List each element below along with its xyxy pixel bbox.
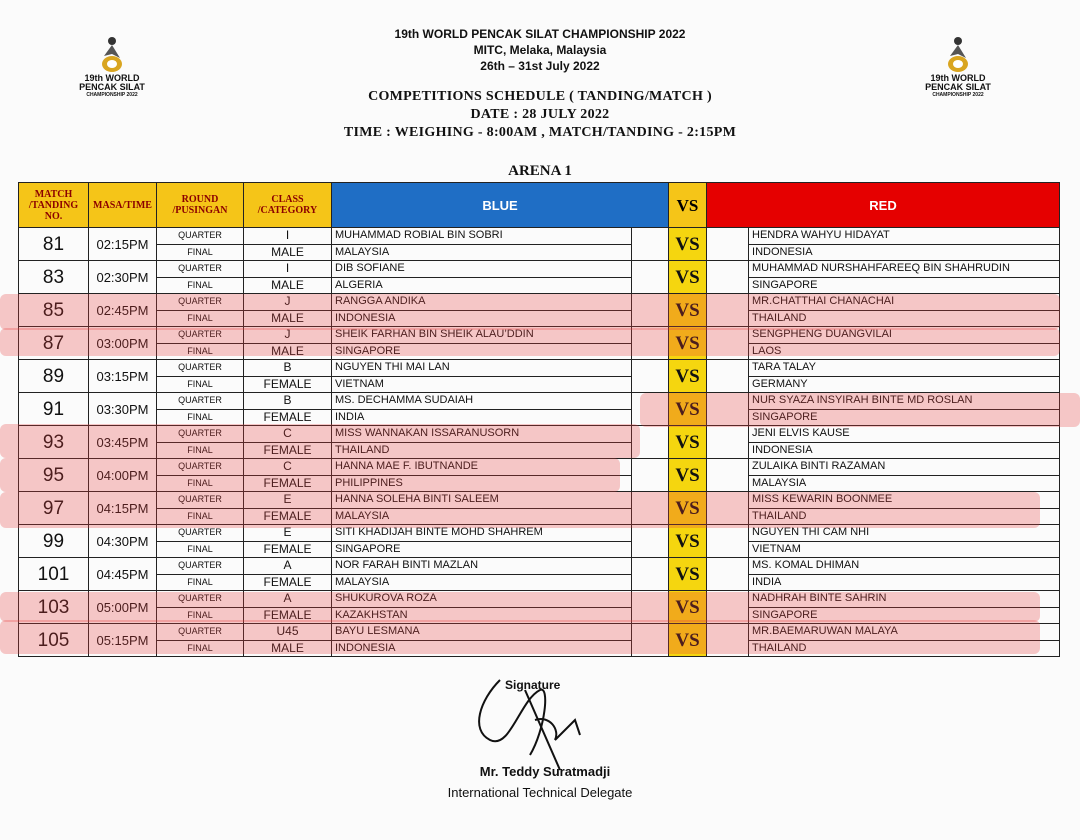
logo-text-bottom: PENCAK SILAT xyxy=(925,82,991,92)
red-country: INDONESIA xyxy=(749,244,1060,261)
blue-athlete-name: HANNA SOLEHA BINTI SALEEM xyxy=(332,492,632,509)
red-country: SINGAPORE xyxy=(749,409,1060,426)
red-spacer xyxy=(707,558,749,591)
round-label: QUARTER xyxy=(157,492,244,509)
red-spacer xyxy=(707,261,749,294)
round-label: QUARTER xyxy=(157,558,244,575)
class-label: A xyxy=(244,558,332,575)
blue-country: VIETNAM xyxy=(332,376,632,393)
blue-country: MALAYSIA xyxy=(332,244,632,261)
logo-text-small: CHAMPIONSHIP 2022 xyxy=(932,92,984,98)
col-match: MATCH /TANDING NO. xyxy=(19,183,89,228)
red-athlete-name: MR.CHATTHAI CHANACHAI xyxy=(749,294,1060,311)
col-red: RED xyxy=(707,183,1060,228)
schedule-title: COMPETITIONS SCHEDULE ( TANDING/MATCH ) xyxy=(368,89,712,104)
signature-name: Mr. Teddy Suratmadji xyxy=(479,764,611,779)
round-label: FINAL xyxy=(157,244,244,261)
class-label: C xyxy=(244,426,332,443)
match-number: 103 xyxy=(19,591,89,624)
table-row xyxy=(19,261,1060,278)
blue-country: INDONESIA xyxy=(332,310,632,327)
red-athlete-name: MUHAMMAD NURSHAHFAREEQ BIN SHAHRUDIN xyxy=(749,261,1060,278)
gender-label: FEMALE xyxy=(244,508,332,525)
col-round: ROUND /PUSINGAN xyxy=(157,183,244,228)
gender-label: FEMALE xyxy=(244,409,332,426)
gender-label: MALE xyxy=(244,277,332,294)
red-country: MALAYSIA xyxy=(749,475,1060,492)
match-time: 02:45PM xyxy=(89,294,157,327)
red-country: SINGAPORE xyxy=(749,277,1060,294)
highlighter-mark xyxy=(0,620,1040,654)
blue-athlete-name: BAYU LESMANA xyxy=(332,624,632,641)
schedule-date: DATE : 28 JULY 2022 xyxy=(470,107,610,122)
round-label: FINAL xyxy=(157,607,244,624)
class-label: E xyxy=(244,492,332,509)
event-title: 19th WORLD PENCAK SILAT CHAMPIONSHIP 2022 xyxy=(394,27,686,41)
match-time: 05:00PM xyxy=(89,591,157,624)
red-country: THAILAND xyxy=(749,508,1060,525)
vs-cell: VS xyxy=(669,459,707,492)
table-row xyxy=(19,360,1060,377)
red-country: VIETNAM xyxy=(749,541,1060,558)
blue-spacer xyxy=(632,261,669,294)
match-time: 04:00PM xyxy=(89,459,157,492)
class-label: J xyxy=(244,294,332,311)
red-spacer xyxy=(707,360,749,393)
match-number: 93 xyxy=(19,426,89,459)
blue-country: MALAYSIA xyxy=(332,508,632,525)
match-number: 87 xyxy=(19,327,89,360)
match-time: 03:15PM xyxy=(89,360,157,393)
match-number: 95 xyxy=(19,459,89,492)
red-country: THAILAND xyxy=(749,310,1060,327)
championship-logo-right xyxy=(918,30,998,110)
red-country: INDONESIA xyxy=(749,442,1060,459)
round-label: FINAL xyxy=(157,640,244,657)
gender-label: FEMALE xyxy=(244,376,332,393)
blue-athlete-name: SHUKUROVA ROZA xyxy=(332,591,632,608)
match-time: 02:15PM xyxy=(89,228,157,261)
silat-fighter-icon xyxy=(940,34,976,74)
match-number: 81 xyxy=(19,228,89,261)
gender-label: MALE xyxy=(244,310,332,327)
blue-athlete-name: HANNA MAE F. IBUTNANDE xyxy=(332,459,632,476)
vs-cell: VS xyxy=(669,558,707,591)
class-label: U45 xyxy=(244,624,332,641)
class-label: B xyxy=(244,360,332,377)
match-time: 05:15PM xyxy=(89,624,157,657)
blue-spacer xyxy=(632,228,669,261)
col-vs: VS xyxy=(669,183,707,228)
vs-cell: VS xyxy=(669,360,707,393)
signature-title: International Technical Delegate xyxy=(447,785,633,800)
blue-athlete-name: RANGGA ANDIKA xyxy=(332,294,632,311)
red-country: LAOS xyxy=(749,343,1060,360)
red-spacer xyxy=(707,525,749,558)
gender-label: MALE xyxy=(244,343,332,360)
match-number: 105 xyxy=(19,624,89,657)
blue-country: ALGERIA xyxy=(332,277,632,294)
class-label: J xyxy=(244,327,332,344)
red-athlete-name: NADHRAH BINTE SAHRIN xyxy=(749,591,1060,608)
match-number: 99 xyxy=(19,525,89,558)
match-time: 04:30PM xyxy=(89,525,157,558)
table-row xyxy=(19,244,1060,261)
highlighter-mark xyxy=(0,592,1040,622)
blue-spacer xyxy=(632,525,669,558)
red-athlete-name: NGUYEN THI CAM NHI xyxy=(749,525,1060,542)
round-label: QUARTER xyxy=(157,261,244,278)
blue-athlete-name: SHEIK FARHAN BIN SHEIK ALAU’DDIN xyxy=(332,327,632,344)
match-time: 04:45PM xyxy=(89,558,157,591)
red-athlete-name: TARA TALAY xyxy=(749,360,1060,377)
round-label: FINAL xyxy=(157,442,244,459)
logo-text-top: 19th WORLD xyxy=(84,73,140,83)
round-label: QUARTER xyxy=(157,393,244,410)
col-blue: BLUE xyxy=(332,183,669,228)
gender-label: FEMALE xyxy=(244,442,332,459)
class-label: A xyxy=(244,591,332,608)
blue-country: PHILIPPINES xyxy=(332,475,632,492)
red-athlete-name: MISS KEWARIN BOONMEE xyxy=(749,492,1060,509)
match-time: 02:30PM xyxy=(89,261,157,294)
blue-athlete-name: MISS WANNAKAN ISSARANUSORN xyxy=(332,426,632,443)
match-number: 97 xyxy=(19,492,89,525)
vs-cell: VS xyxy=(669,492,707,525)
match-time: 03:00PM xyxy=(89,327,157,360)
round-label: QUARTER xyxy=(157,294,244,311)
red-athlete-name: JENI ELVIS KAUSE xyxy=(749,426,1060,443)
red-athlete-name: HENDRA WAHYU HIDAYAT xyxy=(749,228,1060,245)
gender-label: FEMALE xyxy=(244,574,332,591)
highlighter-mark xyxy=(0,294,1060,330)
col-time: MASA/TIME xyxy=(89,183,157,228)
blue-country: INDIA xyxy=(332,409,632,426)
logo-text-bottom: PENCAK SILAT xyxy=(79,82,145,92)
red-country: SINGAPORE xyxy=(749,607,1060,624)
vs-cell: VS xyxy=(669,327,707,360)
table-row xyxy=(19,228,1060,245)
red-athlete-name: MR.BAEMARUWAN MALAYA xyxy=(749,624,1060,641)
signature-label: Signature xyxy=(505,678,561,692)
table-row xyxy=(19,574,1060,591)
blue-country: THAILAND xyxy=(332,442,632,459)
vs-cell: VS xyxy=(669,426,707,459)
red-spacer xyxy=(707,228,749,261)
event-header xyxy=(300,26,780,74)
table-row xyxy=(19,541,1060,558)
blue-spacer xyxy=(632,558,669,591)
round-label: FINAL xyxy=(157,376,244,393)
gender-label: MALE xyxy=(244,244,332,261)
table-row xyxy=(19,277,1060,294)
round-label: QUARTER xyxy=(157,624,244,641)
round-label: FINAL xyxy=(157,475,244,492)
logo-text-top: 19th WORLD xyxy=(930,73,986,83)
blue-country: INDONESIA xyxy=(332,640,632,657)
round-label: FINAL xyxy=(157,508,244,525)
round-label: QUARTER xyxy=(157,525,244,542)
blue-country: MALAYSIA xyxy=(332,574,632,591)
vs-cell: VS xyxy=(669,591,707,624)
arena-title: ARENA 1 xyxy=(508,163,572,179)
highlighter-mark xyxy=(0,492,1040,528)
gender-label: MALE xyxy=(244,640,332,657)
table-header-row xyxy=(19,183,1060,228)
vs-cell: VS xyxy=(669,624,707,657)
blue-athlete-name: MS. DECHAMMA SUDAIAH xyxy=(332,393,632,410)
match-number: 89 xyxy=(19,360,89,393)
schedule-time: TIME : WEIGHING - 8:00AM , MATCH/TANDING - 2:15PM xyxy=(343,125,737,140)
table-row xyxy=(19,376,1060,393)
silat-fighter-icon xyxy=(94,34,130,74)
red-spacer xyxy=(707,426,749,459)
red-athlete-name: MS. KOMAL DHIMAN xyxy=(749,558,1060,575)
vs-cell: VS xyxy=(669,393,707,426)
blue-athlete-name: DIB SOFIANE xyxy=(332,261,632,278)
vs-cell: VS xyxy=(669,525,707,558)
class-label: E xyxy=(244,525,332,542)
blue-athlete-name: MUHAMMAD ROBIAL BIN SOBRI xyxy=(332,228,632,245)
blue-country: SINGAPORE xyxy=(332,343,632,360)
logo-text-small: CHAMPIONSHIP 2022 xyxy=(86,92,138,98)
match-number: 91 xyxy=(19,393,89,426)
schedule-heading xyxy=(240,88,840,142)
event-dates: 26th – 31st July 2022 xyxy=(480,59,600,73)
match-time: 04:15PM xyxy=(89,492,157,525)
match-number: 85 xyxy=(19,294,89,327)
red-athlete-name: ZULAIKA BINTI RAZAMAN xyxy=(749,459,1060,476)
blue-country: SINGAPORE xyxy=(332,541,632,558)
highlighter-mark xyxy=(0,458,620,492)
blue-country: KAZAKHSTAN xyxy=(332,607,632,624)
col-class: CLASS /CATEGORY xyxy=(244,183,332,228)
vs-cell: VS xyxy=(669,261,707,294)
blue-athlete-name: NOR FARAH BINTI MAZLAN xyxy=(332,558,632,575)
round-label: FINAL xyxy=(157,574,244,591)
round-label: FINAL xyxy=(157,310,244,327)
red-athlete-name: NUR SYAZA INSYIRAH BINTE MD ROSLAN xyxy=(749,393,1060,410)
class-label: I xyxy=(244,261,332,278)
gender-label: FEMALE xyxy=(244,475,332,492)
blue-spacer xyxy=(632,360,669,393)
round-label: QUARTER xyxy=(157,426,244,443)
highlighter-mark xyxy=(0,424,640,458)
gender-label: FEMALE xyxy=(244,541,332,558)
round-label: FINAL xyxy=(157,343,244,360)
round-label: FINAL xyxy=(157,277,244,294)
round-label: FINAL xyxy=(157,541,244,558)
vs-cell: VS xyxy=(669,294,707,327)
match-number: 101 xyxy=(19,558,89,591)
match-number: 83 xyxy=(19,261,89,294)
match-time: 03:45PM xyxy=(89,426,157,459)
highlighter-mark xyxy=(0,328,1060,356)
round-label: QUARTER xyxy=(157,591,244,608)
red-country: GERMANY xyxy=(749,376,1060,393)
round-label: QUARTER xyxy=(157,360,244,377)
red-country: THAILAND xyxy=(749,640,1060,657)
championship-logo-left xyxy=(72,30,152,110)
round-label: FINAL xyxy=(157,409,244,426)
blue-athlete-name: SITI KHADIJAH BINTE MOHD SHAHREM xyxy=(332,525,632,542)
blue-athlete-name: NGUYEN THI MAI LAN xyxy=(332,360,632,377)
event-venue: MITC, Melaka, Malaysia xyxy=(473,43,607,57)
vs-cell: VS xyxy=(669,228,707,261)
round-label: QUARTER xyxy=(157,327,244,344)
class-label: I xyxy=(244,228,332,245)
round-label: QUARTER xyxy=(157,228,244,245)
gender-label: FEMALE xyxy=(244,607,332,624)
red-country: INDIA xyxy=(749,574,1060,591)
class-label: C xyxy=(244,459,332,476)
table-row xyxy=(19,558,1060,575)
highlighter-mark xyxy=(640,393,1080,427)
red-spacer xyxy=(707,459,749,492)
red-athlete-name: SENGPHENG DUANGVILAI xyxy=(749,327,1060,344)
blue-spacer xyxy=(632,459,669,492)
class-label: B xyxy=(244,393,332,410)
round-label: QUARTER xyxy=(157,459,244,476)
match-time: 03:30PM xyxy=(89,393,157,426)
